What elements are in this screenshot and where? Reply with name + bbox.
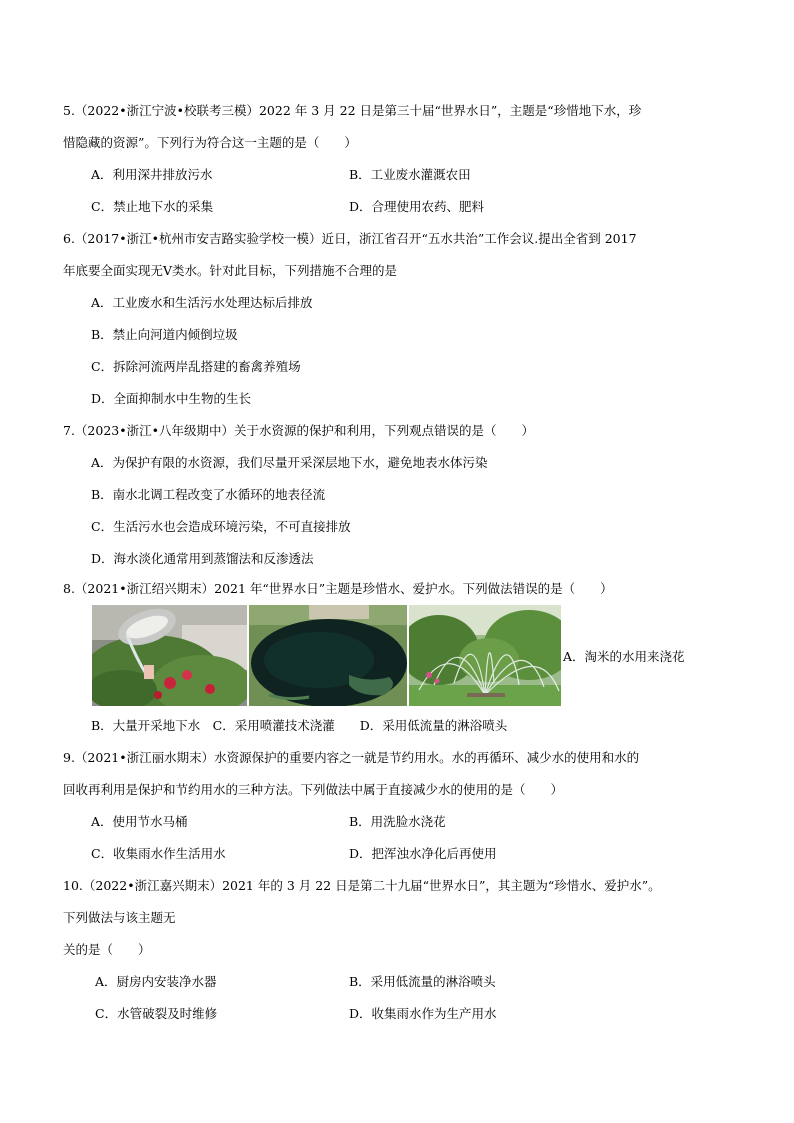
q6-option-a: A．工业废水和生活污水处理达标后排放	[91, 295, 313, 310]
q9-stem-line1: 9.（2021•浙江丽水期末）水资源保护的重要内容之一就是节约用水。水的再循环、减少水的使用和水的	[63, 750, 640, 765]
q8-options-bcd: B．大量开采地下水 C．采用喷灌技术浇灌 D．采用低流量的淋浴喷头	[91, 718, 508, 733]
q5-option-a: A．利用深井排放污水	[91, 167, 213, 182]
q5-stem-line2: 惜隐藏的资源”。下列行为符合这一主题的是（ ）	[63, 135, 357, 150]
q8-option-a: A．淘米的水用来浇花	[563, 649, 685, 664]
q9-option-a: A．使用节水马桶	[91, 814, 188, 829]
q6-stem-line1: 6.（2017•浙江•杭州市安吉路实验学校一模）近日，浙江省召开“五水共治”工作会议.提出全省到 2017	[63, 231, 637, 246]
q9-option-b: B．用洗脸水浇花	[349, 814, 446, 829]
q9-option-d: D．把浑浊水净化后再使用	[349, 846, 497, 861]
q6-option-b: B．禁止向河道内倾倒垃圾	[91, 327, 238, 342]
q10-option-b: B．采用低流量的淋浴喷头	[349, 974, 496, 989]
q5-option-c: C．禁止地下水的采集	[91, 199, 214, 214]
q7-option-b: B．南水北调工程改变了水循环的地表径流	[91, 487, 326, 502]
q7-option-a: A．为保护有限的水资源，我们尽量开采深层地下水，避免地表水体污染	[91, 455, 488, 470]
q10-stem-line3: 关的是（ ）	[63, 942, 151, 957]
q7-stem-line1: 7.（2023•浙江•八年级期中）关于水资源的保护和利用，下列观点错误的是（ ）	[63, 423, 534, 438]
q5-option-d: D．合理使用农药、肥料	[349, 199, 485, 214]
q10-option-d: D．收集雨水作为生产用水	[349, 1006, 497, 1021]
q7-option-c: C．生活污水也会造成环境污染，不可直接排放	[91, 519, 351, 534]
photo-sprinkler-lawn	[409, 605, 561, 706]
q10-stem-line2: 下列做法与该主题无	[63, 910, 176, 925]
q10-option-a: A．厨房内安装净水器	[95, 974, 217, 989]
q9-stem-line2: 回收再利用是保护和节约用水的三种方法。下列做法中属于直接减少水的使用的是（ ）	[63, 782, 564, 797]
photo-polluted-pond	[249, 605, 407, 706]
q7-option-d: D．海水淡化通常用到蒸馏法和反渗透法	[91, 551, 314, 566]
photo-watering-flowers	[92, 605, 247, 706]
q10-option-c: C．水管破裂及时维修	[95, 1006, 218, 1021]
q6-option-d: D．全面抑制水中生物的生长	[91, 391, 252, 406]
q6-option-c: C．拆除河流两岸乱搭建的畜禽养殖场	[91, 359, 301, 374]
q5-stem-line1: 5.（2022•浙江宁波•校联考三模）2022 年 3 月 22 日是第三十届“世界水日”，主题是“珍惜地下水，珍	[63, 103, 642, 118]
q6-stem-line2: 年底要全面实现无Ⅴ类水。针对此目标，下列措施不合理的是	[63, 263, 398, 278]
q5-option-b: B．工业废水灌溉农田	[349, 167, 471, 182]
q9-option-c: C．收集雨水作生活用水	[91, 846, 226, 861]
q8-stem-line1: 8.（2021•浙江绍兴期末）2021 年“世界水日”主题是珍惜水、爱护水。下列做法错误的是（ ）	[63, 581, 613, 596]
q10-stem-line1: 10.（2022•浙江嘉兴期末）2021 年的 3 月 22 日是第二十九届“世界水日”，其主题为“珍惜水、爱护水”。	[63, 878, 661, 893]
